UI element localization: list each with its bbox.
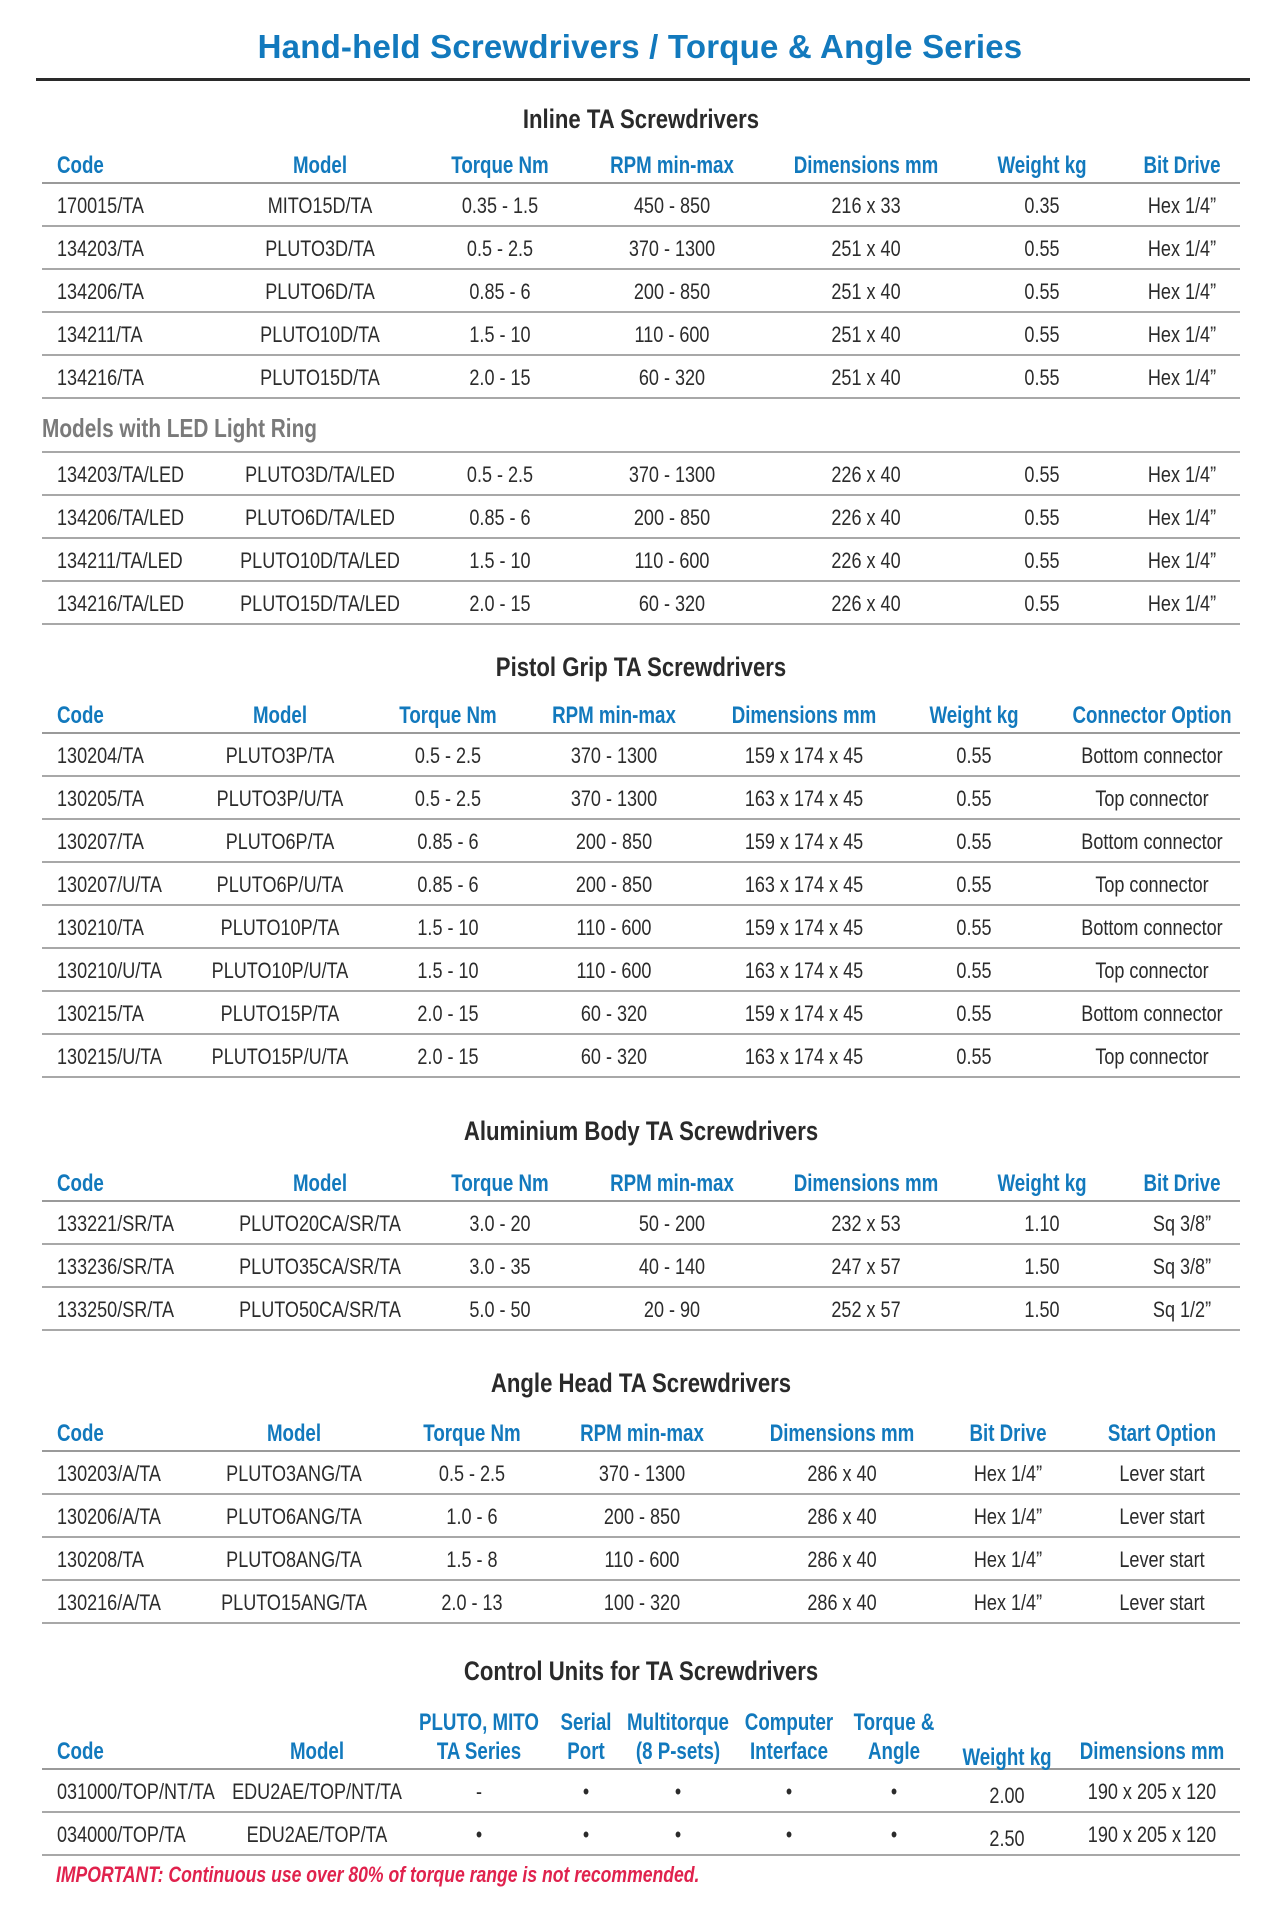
cell-port: •	[582, 1779, 590, 1804]
page-title: Hand-held Screwdrivers / Torque & Angle Series	[257, 28, 1023, 65]
cell-8-p-sets: •	[674, 1822, 682, 1847]
cell-model: PLUTO3D/TA/LED	[245, 462, 395, 487]
cell-rpm-min-max: 110 - 600	[604, 1547, 680, 1572]
cell-weight-kg: 2.50	[989, 1826, 1025, 1851]
cell-bit-drive: Hex 1/4”	[1147, 322, 1217, 347]
cell-start-option: Lever start	[1119, 1590, 1205, 1615]
cell-torque-nm: 0.5 - 2.5	[414, 743, 482, 768]
cell-weight-kg: 0.55	[1024, 548, 1060, 573]
table-row	[42, 496, 1240, 539]
cell-model: PLUTO20CA/SR/TA	[239, 1211, 401, 1236]
cell-model: PLUTO3P/U/TA	[216, 786, 344, 811]
table-row	[42, 1770, 1240, 1813]
cell-weight-kg: 0.55	[1024, 279, 1060, 304]
cell-code: 134203/TA/LED	[57, 462, 185, 487]
cell-model: EDU2AE/TOP/NT/TA	[232, 1779, 402, 1804]
cell-code: 130205/TA	[57, 786, 144, 811]
cell-weight-kg: 0.55	[956, 872, 992, 897]
cell-code: 134216/TA	[57, 365, 144, 390]
cell-code: 130216/A/TA	[57, 1590, 161, 1615]
cell-torque-nm: 1.5 - 8	[446, 1547, 498, 1572]
cell-rpm-min-max: 370 - 1300	[628, 462, 716, 487]
cell-code: 134203/TA	[57, 236, 144, 261]
cell-bit-drive: Sq 1/2”	[1152, 1297, 1212, 1322]
table-row	[42, 582, 1240, 625]
cell-code: 133250/SR/TA	[57, 1297, 175, 1322]
cell-code: 133236/SR/TA	[57, 1254, 175, 1279]
cell-torque-nm: 0.85 - 6	[469, 279, 531, 304]
cell-bit-drive: Hex 1/4”	[973, 1461, 1043, 1486]
important-note: IMPORTANT: Continuous use over 80% of torque range is not recommended.	[56, 1862, 700, 1887]
cell-rpm-min-max: 110 - 600	[634, 322, 710, 347]
column-header-line1: Computer	[744, 1709, 834, 1736]
cell-rpm-min-max: 60 - 320	[638, 365, 706, 390]
cell-dimensions-mm: 232 x 53	[831, 1211, 901, 1236]
cell-rpm-min-max: 50 - 200	[638, 1211, 706, 1236]
cell-model: PLUTO6P/TA	[225, 829, 335, 854]
cell-dimensions-mm: 216 x 33	[831, 193, 901, 218]
column-header-model: Model	[266, 1420, 322, 1447]
cell-weight-kg: 0.55	[956, 829, 992, 854]
cell-code: 034000/TOP/TA	[57, 1822, 186, 1847]
cell-weight-kg: 0.55	[956, 786, 992, 811]
column-header-rpm-min-max: RPM min-max	[552, 702, 676, 729]
section-title-inline: Inline TA Screwdrivers	[522, 104, 760, 134]
table-row	[42, 539, 1240, 582]
column-header-start-option: Start Option	[1107, 1420, 1217, 1447]
cell-8-p-sets: •	[674, 1779, 682, 1804]
column-header-model: Model	[292, 1170, 348, 1197]
column-header-line1: Serial	[560, 1709, 612, 1736]
cell-model: PLUTO10D/TA	[260, 322, 380, 347]
table-row	[42, 777, 1240, 820]
table-row	[42, 992, 1240, 1035]
cell-rpm-min-max: 370 - 1300	[628, 236, 716, 261]
table-row	[42, 227, 1240, 270]
table-row	[42, 1035, 1240, 1078]
cell-dimensions-mm: 159 x 174 x 45	[744, 915, 864, 940]
table-row	[42, 1245, 1240, 1288]
cell-model: PLUTO50CA/SR/TA	[239, 1297, 401, 1322]
cell-dimensions-mm: 251 x 40	[831, 322, 901, 347]
cell-bit-drive: Hex 1/4”	[973, 1504, 1043, 1529]
cell-weight-kg: 0.55	[956, 1001, 992, 1026]
cell-torque-nm: 2.0 - 15	[417, 1044, 479, 1069]
cell-start-option: Lever start	[1119, 1461, 1205, 1486]
cell-connector-option: Bottom connector	[1081, 829, 1223, 854]
column-header-line2: Model	[289, 1738, 345, 1765]
cell-dimensions-mm: 226 x 40	[831, 548, 901, 573]
column-header-line2: TA Series	[436, 1738, 522, 1765]
cell-code: 130210/U/TA	[57, 958, 162, 983]
cell-model: PLUTO10P/U/TA	[211, 958, 349, 983]
table-row	[42, 1288, 1240, 1331]
column-header-bit-drive: Bit Drive	[1143, 1170, 1221, 1197]
cell-dimensions-mm: 163 x 174 x 45	[744, 1044, 864, 1069]
cell-code: 134211/TA/LED	[57, 548, 183, 573]
column-header-code: Code	[57, 1170, 104, 1197]
cell-bit-drive: Hex 1/4”	[973, 1590, 1043, 1615]
column-header-line2: Dimensions mm	[1079, 1738, 1225, 1765]
inline-table	[42, 148, 1240, 399]
cell-connector-option: Top connector	[1095, 958, 1209, 983]
cell-model: PLUTO10D/TA/LED	[240, 548, 400, 573]
table-row	[42, 863, 1240, 906]
table-row	[42, 820, 1240, 863]
cell-dimensions-mm: 163 x 174 x 45	[744, 872, 864, 897]
column-header-weight-kg: Weight kg	[997, 152, 1087, 179]
column-header-code: Code	[57, 152, 104, 179]
angle-table	[42, 1416, 1240, 1624]
cell-rpm-min-max: 450 - 850	[633, 193, 711, 218]
cell-bit-drive: Hex 1/4”	[973, 1547, 1043, 1572]
cell-weight-kg: 0.35	[1024, 193, 1060, 218]
cell-dimensions-mm: 286 x 40	[807, 1590, 877, 1615]
aluminium-table	[42, 1166, 1240, 1331]
cell-weight-kg: 1.50	[1024, 1254, 1060, 1279]
cell-model: PLUTO3ANG/TA	[226, 1461, 362, 1486]
cell-bit-drive: Hex 1/4”	[1147, 591, 1217, 616]
cell-rpm-min-max: 370 - 1300	[570, 786, 658, 811]
cell-dimensions-mm: 251 x 40	[831, 365, 901, 390]
cell-code: 130204/TA	[57, 743, 144, 768]
cell-dimensions-mm: 159 x 174 x 45	[744, 1001, 864, 1026]
column-header-dimensions-mm: Dimensions mm	[793, 152, 939, 179]
table-row	[42, 949, 1240, 992]
cell-bit-drive: Hex 1/4”	[1147, 548, 1217, 573]
cell-torque-nm: 5.0 - 50	[469, 1297, 531, 1322]
cell-dimensions-mm: 163 x 174 x 45	[744, 786, 864, 811]
column-header-connector-option: Connector Option	[1072, 702, 1232, 729]
cell-weight-kg: 0.55	[956, 958, 992, 983]
cell-torque-nm: 0.5 - 2.5	[466, 236, 534, 261]
column-header-dimensions-mm	[1035, 1708, 1269, 1766]
cell-model: PLUTO15D/TA/LED	[240, 591, 400, 616]
cell-torque-nm: 0.35 - 1.5	[461, 193, 539, 218]
table-header	[42, 1704, 1240, 1770]
cell-dimensions-mm: 190 x 205 x 120	[1087, 1822, 1217, 1847]
column-header-torque-nm: Torque Nm	[451, 1170, 549, 1197]
cell-torque-nm: 1.5 - 10	[417, 915, 479, 940]
cell-start-option: Lever start	[1119, 1547, 1205, 1572]
cell-weight-kg: 0.55	[1024, 462, 1060, 487]
column-header-code: Code	[57, 702, 104, 729]
cell-rpm-min-max: 110 - 600	[576, 958, 652, 983]
cell-connector-option: Bottom connector	[1081, 915, 1223, 940]
column-header-dimensions-mm: Dimensions mm	[793, 1170, 939, 1197]
cell-dimensions-mm: 163 x 174 x 45	[744, 958, 864, 983]
column-header-line2: (8 P-sets)	[635, 1738, 721, 1765]
cell-angle: •	[890, 1779, 898, 1804]
cell-torque-nm: 1.5 - 10	[469, 322, 531, 347]
column-header-line2: Angle	[867, 1738, 920, 1765]
cell-code: 130215/TA	[57, 1001, 144, 1026]
table-header	[42, 1416, 1240, 1452]
cell-start-option: Lever start	[1119, 1504, 1205, 1529]
cell-torque-nm: 0.85 - 6	[417, 829, 479, 854]
table-row	[42, 356, 1240, 399]
cell-torque-nm: 0.85 - 6	[417, 872, 479, 897]
cell-weight-kg: 0.55	[1024, 322, 1060, 347]
cell-code: 130215/U/TA	[57, 1044, 162, 1069]
pistol-table	[42, 698, 1240, 1078]
column-header-weight-kg: Weight kg	[929, 702, 1019, 729]
cell-dimensions-mm: 226 x 40	[831, 505, 901, 530]
cell-dimensions-mm: 251 x 40	[831, 279, 901, 304]
column-header-torque-nm: Torque Nm	[423, 1420, 521, 1447]
led-table	[42, 453, 1240, 625]
cell-dimensions-mm: 286 x 40	[807, 1547, 877, 1572]
cell-connector-option: Top connector	[1095, 872, 1209, 897]
table-row	[42, 1581, 1240, 1624]
cell-ta-series: -	[475, 1779, 482, 1804]
cell-weight-kg: 1.50	[1024, 1297, 1060, 1322]
section-title-control: Control Units for TA Screwdrivers	[463, 1656, 819, 1686]
cell-dimensions-mm: 286 x 40	[807, 1461, 877, 1486]
cell-connector-option: Bottom connector	[1081, 1001, 1223, 1026]
column-header-line1	[1035, 1708, 1269, 1737]
section-title-aluminium: Aluminium Body TA Screwdrivers	[463, 1116, 819, 1146]
cell-bit-drive: Hex 1/4”	[1147, 505, 1217, 530]
cell-model: PLUTO6P/U/TA	[216, 872, 344, 897]
cell-weight-kg: 0.55	[1024, 236, 1060, 261]
column-header-line1: PLUTO, MITO	[419, 1709, 539, 1736]
cell-code: 130208/TA	[57, 1547, 144, 1572]
cell-bit-drive: Hex 1/4”	[1147, 462, 1217, 487]
column-header-model: Model	[292, 152, 348, 179]
table-header	[42, 148, 1240, 184]
cell-dimensions-mm: 251 x 40	[831, 236, 901, 261]
cell-model: PLUTO15D/TA	[260, 365, 380, 390]
cell-code: 130203/A/TA	[57, 1461, 161, 1486]
column-header-line1: Multitorque	[627, 1709, 729, 1736]
cell-dimensions-mm: 226 x 40	[831, 591, 901, 616]
table-row	[42, 1452, 1240, 1495]
cell-model: PLUTO6D/TA/LED	[245, 505, 395, 530]
cell-code: 130207/TA	[57, 829, 144, 854]
table-row	[42, 734, 1240, 777]
cell-bit-drive: Hex 1/4”	[1147, 236, 1217, 261]
cell-weight-kg: 0.55	[1024, 505, 1060, 530]
title-divider	[36, 78, 1250, 81]
cell-code: 130207/U/TA	[57, 872, 162, 897]
cell-weight-kg: 0.55	[956, 743, 992, 768]
cell-model: PLUTO15ANG/TA	[221, 1590, 367, 1615]
cell-dimensions-mm: 190 x 205 x 120	[1087, 1779, 1217, 1804]
cell-connector-option: Top connector	[1095, 1044, 1209, 1069]
cell-dimensions-mm: 159 x 174 x 45	[744, 743, 864, 768]
cell-connector-option: Top connector	[1095, 786, 1209, 811]
cell-code: 134216/TA/LED	[57, 591, 185, 616]
cell-torque-nm: 0.5 - 2.5	[438, 1461, 506, 1486]
column-header-line2: Interface	[749, 1738, 829, 1765]
column-header-bit-drive: Bit Drive	[969, 1420, 1047, 1447]
cell-rpm-min-max: 110 - 600	[576, 915, 652, 940]
cell-bit-drive: Hex 1/4”	[1147, 193, 1217, 218]
cell-torque-nm: 1.5 - 10	[469, 548, 531, 573]
column-header-rpm-min-max: RPM min-max	[610, 1170, 734, 1197]
cell-rpm-min-max: 60 - 320	[580, 1001, 648, 1026]
cell-weight-kg: 1.10	[1024, 1211, 1060, 1236]
cell-angle: •	[890, 1822, 898, 1847]
cell-rpm-min-max: 60 - 320	[580, 1044, 648, 1069]
cell-model: EDU2AE/TOP/TA	[246, 1822, 388, 1847]
table-row	[42, 1538, 1240, 1581]
cell-rpm-min-max: 370 - 1300	[598, 1461, 686, 1486]
column-header-torque-nm: Torque Nm	[451, 152, 549, 179]
cell-bit-drive: Hex 1/4”	[1147, 365, 1217, 390]
cell-torque-nm: 3.0 - 20	[469, 1211, 531, 1236]
cell-torque-nm: 2.0 - 13	[441, 1590, 503, 1615]
cell-model: PLUTO15P/U/TA	[211, 1044, 349, 1069]
cell-port: •	[582, 1822, 590, 1847]
column-header-bit-drive: Bit Drive	[1143, 152, 1221, 179]
cell-model: PLUTO6ANG/TA	[226, 1504, 362, 1529]
cell-rpm-min-max: 200 - 850	[575, 872, 653, 897]
cell-dimensions-mm: 159 x 174 x 45	[744, 829, 864, 854]
cell-rpm-min-max: 200 - 850	[633, 505, 711, 530]
table-row	[42, 313, 1240, 356]
cell-rpm-min-max: 200 - 850	[575, 829, 653, 854]
cell-dimensions-mm: 252 x 57	[831, 1297, 901, 1322]
table-header	[42, 1166, 1240, 1202]
cell-bit-drive: Sq 3/8”	[1152, 1211, 1212, 1236]
cell-torque-nm: 0.5 - 2.5	[466, 462, 534, 487]
cell-rpm-min-max: 40 - 140	[638, 1254, 706, 1279]
column-header-rpm-min-max: RPM min-max	[580, 1420, 704, 1447]
cell-dimensions-mm: 247 x 57	[831, 1254, 901, 1279]
cell-rpm-min-max: 20 - 90	[643, 1297, 701, 1322]
table-row	[42, 906, 1240, 949]
cell-model: MITO15D/TA	[267, 193, 373, 218]
cell-rpm-min-max: 110 - 600	[634, 548, 710, 573]
cell-weight-kg: 2.00	[989, 1783, 1025, 1808]
cell-model: PLUTO10P/TA	[220, 915, 340, 940]
cell-model: PLUTO8ANG/TA	[226, 1547, 362, 1572]
table-row	[42, 453, 1240, 496]
cell-model: PLUTO35CA/SR/TA	[239, 1254, 401, 1279]
cell-weight-kg: 0.55	[1024, 365, 1060, 390]
table-row	[42, 1495, 1240, 1538]
table-row	[42, 1813, 1240, 1856]
cell-torque-nm: 2.0 - 15	[469, 365, 531, 390]
cell-bit-drive: Hex 1/4”	[1147, 279, 1217, 304]
column-header-dimensions-mm: Dimensions mm	[731, 702, 877, 729]
cell-rpm-min-max: 370 - 1300	[570, 743, 658, 768]
column-header-code: Code	[57, 1420, 104, 1447]
section-title-pistol: Pistol Grip TA Screwdrivers	[495, 652, 787, 682]
cell-code: 031000/TOP/NT/TA	[57, 1779, 215, 1804]
column-header-line1: Torque &	[853, 1709, 935, 1736]
cell-torque-nm: 1.0 - 6	[446, 1504, 498, 1529]
table-row	[42, 184, 1240, 227]
column-header-rpm-min-max: RPM min-max	[610, 152, 734, 179]
cell-torque-nm: 0.85 - 6	[469, 505, 531, 530]
cell-code: 130210/TA	[57, 915, 144, 940]
cell-interface: •	[785, 1779, 793, 1804]
cell-code: 134211/TA	[57, 322, 143, 347]
table-row	[42, 1202, 1240, 1245]
column-header-torque-nm: Torque Nm	[399, 702, 497, 729]
cell-code: 133221/SR/TA	[57, 1211, 175, 1236]
cell-interface: •	[785, 1822, 793, 1847]
column-header-model: Model	[252, 702, 308, 729]
table-row	[42, 270, 1240, 313]
cell-model: PLUTO6D/TA	[265, 279, 375, 304]
cell-torque-nm: 0.5 - 2.5	[414, 786, 482, 811]
cell-code: 134206/TA/LED	[57, 505, 185, 530]
cell-rpm-min-max: 200 - 850	[603, 1504, 681, 1529]
cell-rpm-min-max: 60 - 320	[638, 591, 706, 616]
cell-weight-kg: 0.55	[956, 915, 992, 940]
cell-connector-option: Bottom connector	[1081, 743, 1223, 768]
cell-torque-nm: 2.0 - 15	[469, 591, 531, 616]
section-title-angle: Angle Head TA Screwdrivers	[490, 1368, 792, 1398]
column-header-line1	[57, 1708, 104, 1737]
cell-torque-nm: 2.0 - 15	[417, 1001, 479, 1026]
cell-bit-drive: Sq 3/8”	[1152, 1254, 1212, 1279]
column-header-line2: Weight kg	[962, 1744, 1052, 1771]
cell-torque-nm: 1.5 - 10	[417, 958, 479, 983]
cell-weight-kg: 0.55	[1024, 591, 1060, 616]
cell-dimensions-mm: 226 x 40	[831, 462, 901, 487]
cell-dimensions-mm: 286 x 40	[807, 1504, 877, 1529]
cell-code: 134206/TA	[57, 279, 144, 304]
cell-code: 130206/A/TA	[57, 1504, 161, 1529]
cell-model: PLUTO15P/TA	[220, 1001, 340, 1026]
cell-model: PLUTO3P/TA	[225, 743, 335, 768]
column-header-line2: Code	[57, 1738, 104, 1765]
cell-rpm-min-max: 200 - 850	[633, 279, 711, 304]
cell-ta-series: •	[475, 1822, 483, 1847]
column-header-weight-kg: Weight kg	[997, 1170, 1087, 1197]
column-header-code	[57, 1708, 104, 1766]
control-table	[42, 1704, 1240, 1856]
table-header	[42, 698, 1240, 734]
cell-model: PLUTO3D/TA	[265, 236, 375, 261]
cell-torque-nm: 3.0 - 35	[469, 1254, 531, 1279]
cell-rpm-min-max: 100 - 320	[603, 1590, 681, 1615]
column-header-line2: Port	[567, 1738, 605, 1765]
led-subheading: Models with LED Light Ring	[42, 413, 317, 443]
cell-weight-kg: 0.55	[956, 1044, 992, 1069]
cell-code: 170015/TA	[57, 193, 144, 218]
column-header-dimensions-mm: Dimensions mm	[769, 1420, 915, 1447]
